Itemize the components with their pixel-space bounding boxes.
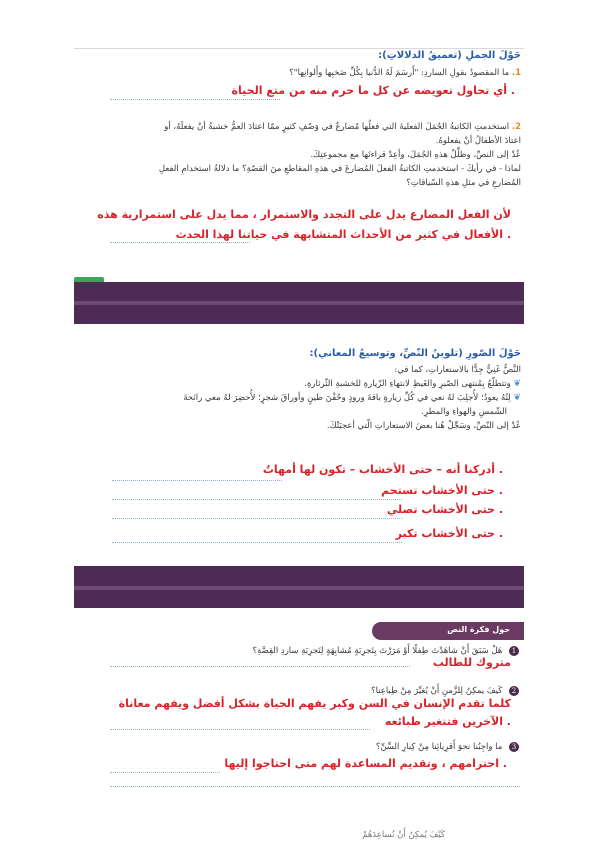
q2-line4: لماذا - في رأيكَ - استخدمتِ الكاتبةُ الفعلَ المُضارعَ في هذهِ المقاطعِ منَ القصّةِ؟ ما دلالةُ استخدامِ الفعلِ [158,164,521,174]
q1-number: 1. [511,68,521,78]
section3-q2 [79,684,519,698]
section2-body [71,363,521,433]
metaphor-instruction: عُدْ إلى النّصِّ، وسَجِّلْ هُنا بعضَ الاستعاراتِ الّتي أعجبَتْكَ. [326,421,521,431]
answer-line [112,542,402,543]
section3-q2-answer-line1: كلما تقدم الإنسان في السن وكبر يفهم الحياة بشكل أفضل ويفهم معاناة [118,697,511,710]
q2-number: 2. [511,122,521,132]
answer-line [110,772,220,773]
metaphor-answer-2: . حتى الأخشاب تستحم [381,484,503,497]
section3-pill [372,622,524,640]
metaphor-answer-1: . أدركنا أنه – حتى الأخشاب – تكون لها أمهاتٌ [262,463,503,476]
section1-q2 [71,120,521,190]
metaphor-example-1: وتتطلّعُ بِمُنتهى الصّبرِ والغَيظِ لانتهاءِ الزّيارةِ للخشبةِ الثّرثارةِ. [304,379,511,389]
q2-answer-line1: لأن الفعل المضارع يدل على التجدد والاستمرار ، مما يدل على استمرارية هذه [97,208,511,221]
q2-line5: المُضارعِ في مثلِ هذهِ السّياقاتِ؟ [406,178,521,188]
q-number-badge: 3 [509,742,519,752]
section1-heading: حَوْلَ الجملِ (تعميقُ الدلالاتِ): [378,50,521,61]
section2-heading: حَوْلَ الصّورِ (تلوينُ النّصِّ، وتوسيعُ المعاني): [309,348,521,359]
section3-q1-answer: متروك للطالب [432,656,511,669]
section1-q1 [81,66,521,80]
q2-line2: اعتادَ الأطفالُ أنْ يفعلوهُ. [435,136,521,146]
divider-band-gap [74,301,524,305]
divider-band [74,282,524,324]
q-number-badge: 1 [509,646,519,656]
q1-answer: . أي تحاول تعويضه عن كل ما حرم منه من متع الحياة [231,84,515,97]
q2-line1: استخدمتِ الكاتبةُ الجُمَلَ الفعليةَ التي فعلُها مُضارعٌ في وَصْفِ كثيرٍ ممّا اعتادَ العمُّ خشبةُ أنْ يفعلَهُ، أو [164,122,510,132]
q2-line3: عُدْ إلى النصِّ، وظلِّلْ هذهِ الجُمَلَ، وأعِدْ قراءتَها مع مجموعتِكَ. [310,150,521,160]
bullet-icon: ❦ [513,393,521,403]
q1-text: ما المقصودُ بقولِ الساردِ: "أَرسَمَ لَهُ الدُّنيا بِكُلِّ صَخبِها وأَلوانِها"؟ [289,68,510,78]
bullet-icon: ❦ [513,379,521,389]
q-number-badge: 2 [509,686,519,696]
section3-q3-text: ما واجِبُنا نحوَ أَقرِبائِنا مِنْ كِبارِ السِّنِّ؟ [375,742,503,752]
divider-band [74,566,524,608]
answer-line [112,518,402,519]
metaphor-intro: النَّصُّ غَنِيٌّ جِدًّا بالاستعاراتِ، كما في: [394,365,521,375]
top-rule [74,48,524,49]
answer-line [110,242,250,243]
answer-line [112,480,282,481]
metaphor-answer-3: . حتى الأخشاب تصلي [386,503,503,516]
answer-line [110,786,520,787]
section3-q3-answer: . احترامهم ، وتقديم المساعدة لهم متى احتاجوا إليها [224,757,507,770]
section3-q2-answer-line2: . الآخرين فتتغير طبائعه [384,715,511,728]
answer-line [110,99,280,100]
divider-band-gap [74,586,524,590]
metaphor-answer-4: . حتى الأخشاب تكبر [395,527,503,540]
section3-pill-label: حول فكرة النص [447,625,510,634]
answer-line [110,729,370,730]
section3-q1-text: هَلْ سَبَقَ أَنْ شاهَدْتَ طِفلًا أَوْ مَرَرْتَ بِتَجرِبَةٍ مُشابِهَةٍ لِتَجرِبَةِ ساردِ القِصَّةِ؟ [252,646,503,656]
answer-line [110,666,410,667]
metaphor-example-2: لِتُهُ يعودُ؛ لأُجلِبَ لهُ نعي في كُلِّ زيارةٍ باقةَ ورودٍ وحُفْنَ طينٍ وأوراقَ شجرٍ؛ لأُحضِرَ لهُ معي رائحةَ [183,393,511,403]
q2-answer-line2: . الأفعال في كثير من الأحداث المتشابهة في حياتنا لهذا الحدث [175,228,511,241]
section3-q3 [79,740,519,754]
section3-q2-text: كَيفَ يمكِنُ لِلزَّمنِ أَنْ يُغيِّرَ مِنْ طِباعِنا؟ [371,686,503,696]
section3-q4-cut: كَيْفَ يُمكِنُ أَنْ نُساعِدَهُمْ [362,830,445,840]
metaphor-example-2b: الشّمسِ والهواءِ والمطرِ. [421,407,507,417]
answer-line [112,499,402,500]
